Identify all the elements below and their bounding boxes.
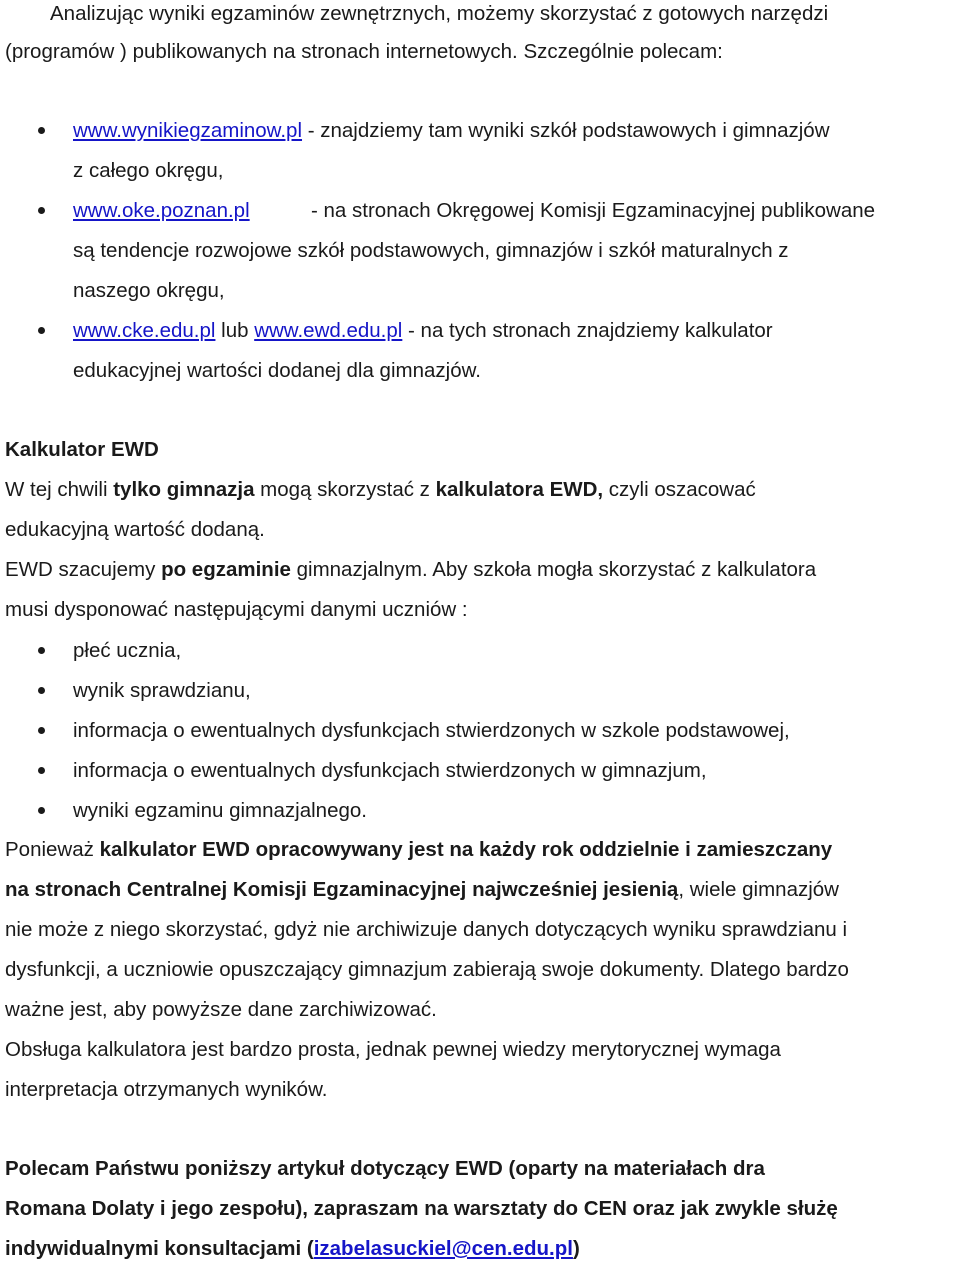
closing-paren: ): [572, 1237, 580, 1260]
bullet-icon: [38, 767, 45, 774]
link-item-1: [73, 121, 830, 142]
list-item: wynik sprawdzianu,: [73, 679, 251, 702]
para-3-text: Ponieważ: [5, 838, 100, 861]
para-1-bold-2: kalkulatora EWD,: [435, 478, 604, 501]
link-1-description: - znajdziemy tam wyniki szkół podstawowych i gimnazjów: [302, 119, 830, 142]
bullet-icon: [38, 207, 45, 214]
email-link[interactable]: izabelasuckiel@cen.edu.pl: [313, 1237, 573, 1260]
para-1-line-1: [5, 480, 756, 501]
para-4-line-1: Obsługa kalkulatora jest bardzo prosta, jednak pewnej wiedzy merytorycznej wymaga: [5, 1038, 781, 1061]
section-title: Kalkulator EWD: [5, 438, 159, 461]
list-item: informacja o ewentualnych dysfunkcjach stwierdzonych w gimnazjum,: [73, 759, 707, 782]
link-1-description-cont: z całego okręgu,: [73, 159, 224, 182]
list-item: płeć ucznia,: [73, 639, 182, 662]
para-1-bold: tylko gimnazja: [113, 478, 255, 501]
closing-line-2: Romana Dolaty i jego zespołu), zapraszam na warsztaty do CEN oraz jak zwykle służę: [5, 1197, 838, 1220]
para-2-line-2: musi dysponować następującymi danymi uczniów :: [5, 598, 468, 621]
para-2-text-2: gimnazjalnym. Aby szkoła mogła skorzystać z kalkulatora: [290, 558, 817, 581]
bullet-icon: [38, 727, 45, 734]
para-2-line-1: [5, 560, 816, 581]
para-3-text-2: , wiele gimnazjów: [678, 878, 839, 901]
link-joiner: lub: [215, 319, 255, 342]
para-3-bold: kalkulator EWD opracowywany jest na każdy rok oddzielnie i zamieszczany: [99, 838, 833, 861]
para-3-line-2: [5, 880, 839, 901]
para-2-text: EWD szacujemy: [5, 558, 162, 581]
para-1-text-3: czyli oszacować: [603, 478, 756, 501]
bullet-icon: [38, 327, 45, 334]
para-4-line-2: interpretacja otrzymanych wyników.: [5, 1078, 328, 1101]
para-3-line-3: nie może z niego skorzystać, gdyż nie archiwizuje danych dotyczących wyniku sprawdzianu i: [5, 918, 848, 941]
para-3-bold-2: na stronach Centralnej Komisji Egzaminacyjnej najwcześniej jesienią: [5, 878, 679, 901]
para-3-line-1: [5, 840, 832, 861]
list-item: informacja o ewentualnych dysfunkcjach stwierdzonych w szkole podstawowej,: [73, 719, 790, 742]
link-cke[interactable]: www.cke.edu.pl: [73, 319, 216, 342]
bullet-icon: [38, 807, 45, 814]
list-item: wyniki egzaminu gimnazjalnego.: [73, 799, 367, 822]
link-item-2: [73, 201, 250, 222]
intro-line-2: (programów ) publikowanych na stronach internetowych. Szczególnie polecam:: [5, 40, 723, 63]
link-oke-poznan[interactable]: www.oke.poznan.pl: [73, 199, 250, 222]
closing-text: indywidualnymi konsultacjami (: [5, 1237, 314, 1260]
bullet-icon: [38, 127, 45, 134]
link-3-description: - na tych stronach znajdziemy kalkulator: [402, 319, 773, 342]
para-3-line-4: dysfunkcji, a uczniowie opuszczający gimnazjum zabierają swoje dokumenty. Dlatego bardzo: [5, 958, 849, 981]
para-2-bold: po egzaminie: [161, 558, 291, 581]
link-item-3: [73, 321, 773, 342]
closing-line-1: Polecam Państwu poniższy artykuł dotyczący EWD (oparty na materiałach dra: [5, 1157, 765, 1180]
bullet-icon: [38, 647, 45, 654]
link-2-description-cont: są tendencje rozwojowe szkół podstawowych, gimnazjów i szkół maturalnych z: [73, 239, 789, 262]
bullet-icon: [38, 687, 45, 694]
para-1-line-2: edukacyjną wartość dodaną.: [5, 518, 265, 541]
link-wynikiegzaminow[interactable]: www.wynikiegzaminow.pl: [73, 119, 303, 142]
para-1-text: W tej chwili: [5, 478, 114, 501]
para-3-line-5: ważne jest, aby powyższe dane zarchiwizować.: [5, 998, 437, 1021]
link-2-description-cont-2: naszego okręgu,: [73, 279, 225, 302]
closing-line-3: [5, 1239, 580, 1260]
link-2-description: - na stronach Okręgowej Komisji Egzaminacyjnej publikowane: [311, 199, 876, 222]
link-ewd[interactable]: www.ewd.edu.pl: [254, 319, 403, 342]
para-1-text-2: mogą skorzystać z: [254, 478, 436, 501]
link-3-description-cont: edukacyjnej wartości dodanej dla gimnazjów.: [73, 359, 481, 382]
intro-line-1: Analizując wyniki egzaminów zewnętrznych, możemy skorzystać z gotowych narzędzi: [50, 2, 829, 25]
